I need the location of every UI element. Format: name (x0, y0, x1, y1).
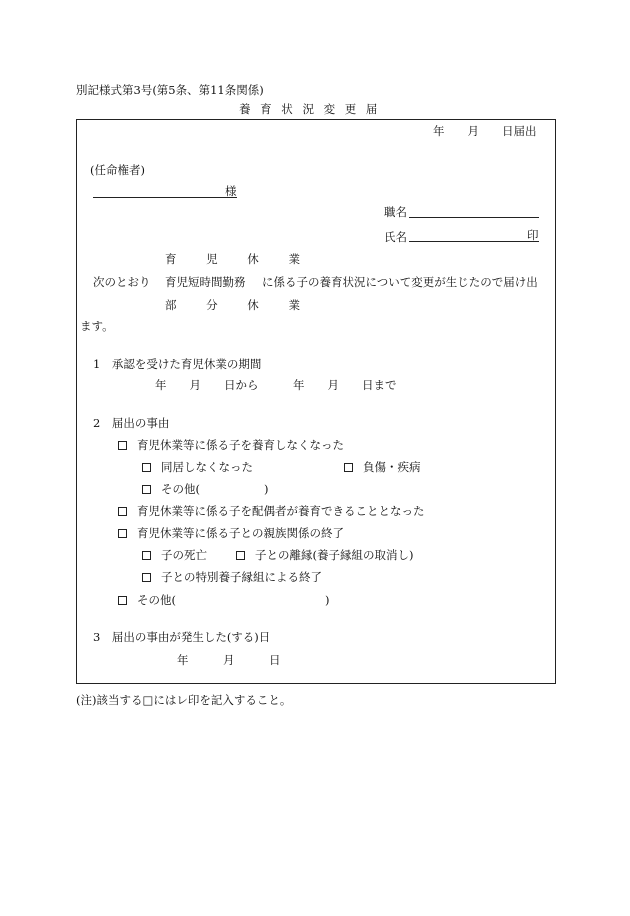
leave-option-childcare: 育 児 休 業 (165, 252, 313, 266)
reason-other-sub-close: ) (264, 482, 269, 496)
name-line (409, 241, 539, 242)
section1-heading: 1 承認を受けた育児休業の期間 (93, 357, 262, 371)
reason-dissolution[interactable]: 子との離縁(養子縁組の取消し) (236, 550, 413, 562)
checkbox[interactable] (142, 573, 151, 582)
post-label: 職名 (384, 205, 407, 219)
name-label: 氏名 (384, 230, 407, 244)
section3-heading: 3 届出の事由が発生した(する)日 (93, 630, 271, 644)
checkbox[interactable] (142, 485, 151, 494)
reason-special-adoption[interactable]: 子との特別養子縁組による終了 (142, 572, 322, 584)
reason-not-cohabiting[interactable]: 同居しなくなった (142, 462, 253, 474)
section1-period: 年 月 日から 年 月 日まで (155, 378, 397, 392)
reason-other-close: ) (325, 593, 330, 607)
checkbox[interactable] (142, 463, 151, 472)
reason-other-sub[interactable]: その他( (142, 484, 200, 496)
leave-option-partial: 部 分 休 業 (165, 298, 313, 312)
seal-mark: 印 (527, 228, 539, 242)
body-lead: 次のとおり (93, 275, 151, 289)
reason-no-longer-raising[interactable]: 育児休業等に係る子を養育しなくなった (118, 440, 344, 452)
honorific-sama: 様 (225, 184, 237, 198)
reason-injury-illness[interactable]: 負傷・疾病 (344, 462, 421, 474)
section3-date: 年 月 日 (177, 653, 281, 667)
document-title: 養 育 状 況 変 更 届 (239, 102, 381, 116)
checkbox[interactable] (118, 507, 127, 516)
checkbox[interactable] (118, 529, 127, 538)
checkbox[interactable] (118, 441, 127, 450)
leave-option-shorthours: 育児短時間勤務 (165, 275, 246, 289)
checkbox[interactable] (236, 551, 245, 560)
checkbox[interactable] (142, 551, 151, 560)
footnote: (注)該当する□にはレ印を記入すること。 (76, 693, 292, 707)
reason-relationship-ended[interactable]: 育児休業等に係る子との親族関係の終了 (118, 528, 344, 540)
appointer-label: (任命権者) (90, 163, 145, 177)
submission-date: 年 月 日届出 (433, 124, 537, 138)
appointer-name-line (93, 197, 237, 198)
reason-other[interactable]: その他( (118, 595, 176, 607)
post-line (409, 217, 539, 218)
reason-child-death[interactable]: 子の死亡 (142, 550, 207, 562)
checkbox[interactable] (344, 463, 353, 472)
body-end: ます。 (80, 319, 114, 333)
form-reference: 別記様式第3号(第5条、第11条関係) (76, 83, 264, 97)
section2-heading: 2 届出の事由 (93, 416, 170, 430)
reason-spouse-can-raise[interactable]: 育児休業等に係る子を配偶者が養育できることとなった (118, 506, 425, 518)
checkbox[interactable] (118, 596, 127, 605)
body-trail: に係る子の養育状況について変更が生じたので届け出 (262, 275, 538, 289)
